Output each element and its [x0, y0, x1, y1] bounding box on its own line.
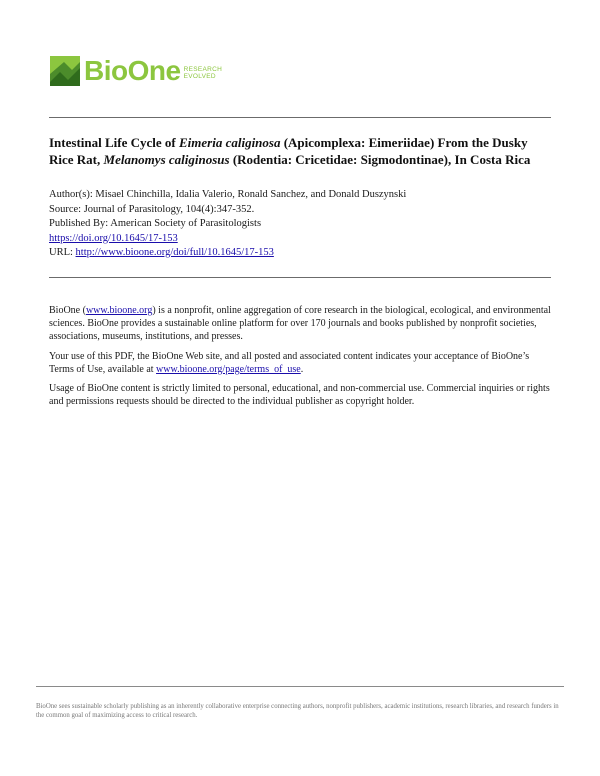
notice-paragraph-about: BioOne (www.bioone.org) is a nonprofit, online aggregation of core research in the biological, ecological, and environmental sciences. BioOne provides a sustainable online platform for over 170 journals and books published by nonprofit societies, associations, museums, institutions, and presses. [49, 305, 551, 343]
bioone-logo [50, 55, 222, 87]
bioone-logo-tagline: RESEARCH EVOLVED [183, 66, 223, 80]
article-metadata [49, 188, 554, 261]
url-label: URL: [49, 247, 76, 258]
bioone-logo-wordmark: BioOne [84, 55, 181, 86]
article-source: Source: Journal of Parasitology, 104(4):347-352. [49, 203, 255, 215]
footer-divider [36, 686, 564, 687]
terms-of-use-link[interactable]: www.bioone.org/page/terms_of_use [156, 363, 301, 375]
bioone-home-link[interactable]: www.bioone.org [85, 305, 153, 316]
middle-divider [49, 277, 551, 278]
footer-text: BioOne sees sustainable scholarly publishing as an inherently collaborative enterprise connecting authors, nonprofit publishers, academic institutions, research libraries, and research funders in the common goal of maximizing access to critical research. [36, 703, 559, 719]
doi-link[interactable]: https://doi.org/10.1645/17-153 [49, 232, 178, 244]
bioone-logo-icon [50, 56, 80, 86]
notice-paragraph-terms: Your use of this PDF, the BioOne Web site, and all posted and associated content indicates your acceptance of BioOne’s Terms of Use, available at www.bioone.org/page/terms_of_use. [49, 350, 530, 375]
notice-paragraph-usage: Usage of BioOne content is strictly limited to personal, educational, and non-commercial use. Commercial inquiries or rights and permissions requests should be directed to the individual publisher as copyright holder. [49, 383, 550, 408]
article-publisher: Published By: American Society of Parasitologists [49, 218, 262, 229]
article-authors: Author(s): Misael Chinchilla, Idalia Valerio, Ronald Sanchez, and Donald Duszynski [49, 189, 407, 200]
article-title: Intestinal Life Cycle of Eimeria caliginosa (Apicomplexa: Eimeriidae) From the Dusky Rice Rat, Melanomys caliginosus (Rodentia: Cricetidae: Sigmodontinae), In Costa Rica [49, 135, 531, 167]
bioone-notice [49, 304, 554, 414]
article-url-link[interactable]: http://www.bioone.org/doi/full/10.1645/17-153 [75, 247, 274, 258]
top-divider [49, 117, 551, 118]
